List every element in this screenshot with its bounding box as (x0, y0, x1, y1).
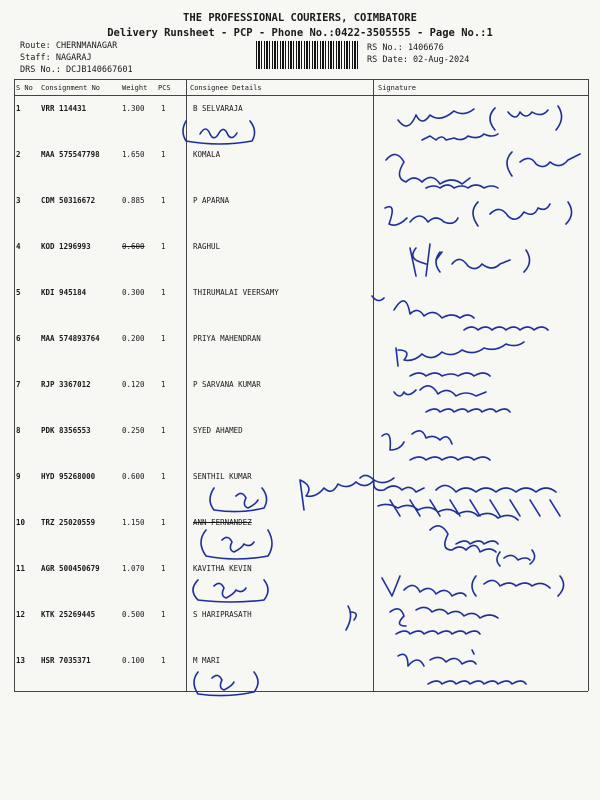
row-pcs: 1 (161, 426, 166, 435)
row-pcs: 1 (161, 518, 166, 527)
staff-label: Staff: NAGARAJ (20, 53, 92, 63)
row-sno: 4 (16, 242, 21, 251)
runsheet-table (14, 79, 588, 691)
row-sno: 5 (16, 288, 21, 297)
row-consignee: M MARI (193, 656, 221, 665)
row-consignee: SYED AHAMED (193, 426, 243, 435)
row-weight: 0.600 (122, 472, 145, 481)
col-header-sno: S No (16, 84, 33, 92)
row-consignment-no: MAA 575547798 (41, 150, 100, 159)
row-weight: 0.500 (122, 610, 145, 619)
row-consignee: B SELVARAJA (193, 104, 243, 113)
row-sno: 3 (16, 196, 21, 205)
row-weight: 1.150 (122, 518, 145, 527)
barcode-image (256, 41, 358, 69)
rs-number: RS No.: 1406676 (367, 43, 444, 53)
row-consignee: RAGHUL (193, 242, 221, 251)
row-sno: 6 (16, 334, 21, 343)
row-consignee: P APARNA (193, 196, 230, 205)
row-consignment-no: KDI 945184 (41, 288, 87, 297)
col-header-signature: Signature (378, 84, 416, 92)
row-sno: 12 (16, 610, 26, 619)
col-header-consignee: Consignee Details (190, 84, 262, 92)
row-sno: 8 (16, 426, 21, 435)
col-divider (14, 79, 15, 691)
row-consignment-no: KTK 25269445 (41, 610, 96, 619)
row-weight: 1.070 (122, 564, 145, 573)
row-sno: 1 (16, 104, 21, 113)
col-divider (373, 79, 374, 691)
row-weight: 0.885 (122, 196, 145, 205)
header-divider (14, 95, 588, 96)
row-consignment-no: AGR 500450679 (41, 564, 100, 573)
row-consignee: P SARVANA KUMAR (193, 380, 261, 389)
company-title: THE PROFESSIONAL COURIERS, COIMBATORE (183, 12, 417, 24)
row-consignment-no: HSR 7035371 (41, 656, 91, 665)
row-weight: 1.650 (122, 150, 145, 159)
table-bottom-border (14, 691, 588, 692)
rs-date: RS Date: 02-Aug-2024 (367, 55, 470, 65)
row-consignment-no: RJP 3367012 (41, 380, 91, 389)
row-consignee: THIRUMALAI VEERSAMY (193, 288, 279, 297)
row-sno: 10 (16, 518, 26, 527)
row-consignee: ANN FERNANDEZ (193, 518, 252, 527)
row-consignment-no: CDM 50316672 (41, 196, 96, 205)
table-top-border (14, 79, 588, 80)
col-divider (588, 79, 589, 691)
row-consignee: S HARIPRASATH (193, 610, 252, 619)
col-header-consignment: Consignment No (41, 84, 101, 92)
row-consignee: SENTHIL KUMAR (193, 472, 252, 481)
col-header-pcs: PCS (158, 84, 171, 92)
row-pcs: 1 (161, 472, 166, 481)
row-pcs: 1 (161, 610, 166, 619)
row-sno: 13 (16, 656, 26, 665)
row-pcs: 1 (161, 150, 166, 159)
col-header-weight: Weight (122, 84, 148, 92)
route-label: Route: CHERNMANAGAR (20, 41, 118, 51)
row-pcs: 1 (161, 104, 166, 113)
row-consignment-no: VRR 114431 (41, 104, 87, 113)
row-pcs: 1 (161, 656, 166, 665)
row-sno: 9 (16, 472, 21, 481)
row-pcs: 1 (161, 334, 166, 343)
row-weight: 0.120 (122, 380, 145, 389)
drs-number: DRS No.: DCJB140667601 (20, 65, 133, 75)
row-consignee: KOMALA (193, 150, 221, 159)
row-weight: 0.250 (122, 426, 145, 435)
row-consignee: KAVITHA KEVIN (193, 564, 252, 573)
row-consignment-no: MAA 574893764 (41, 334, 100, 343)
row-consignment-no: HYD 95268000 (41, 472, 96, 481)
runsheet-subtitle: Delivery Runsheet - PCP - Phone No.:0422-3505555 - Page No.:1 (107, 27, 493, 39)
col-divider (186, 79, 187, 691)
row-consignment-no: PDK 8356553 (41, 426, 91, 435)
row-weight: 0.600 (122, 242, 145, 251)
row-weight: 0.300 (122, 288, 145, 297)
row-weight: 1.300 (122, 104, 145, 113)
row-pcs: 1 (161, 380, 166, 389)
row-weight: 0.200 (122, 334, 145, 343)
row-pcs: 1 (161, 564, 166, 573)
row-pcs: 1 (161, 242, 166, 251)
row-sno: 7 (16, 380, 21, 389)
row-consignment-no: TRZ 25020559 (41, 518, 96, 527)
row-sno: 2 (16, 150, 21, 159)
row-pcs: 1 (161, 288, 166, 297)
row-pcs: 1 (161, 196, 166, 205)
row-consignment-no: KOD 1296993 (41, 242, 91, 251)
row-weight: 0.100 (122, 656, 145, 665)
row-consignee: PRIYA MAHENDRAN (193, 334, 261, 343)
row-sno: 11 (16, 564, 26, 573)
